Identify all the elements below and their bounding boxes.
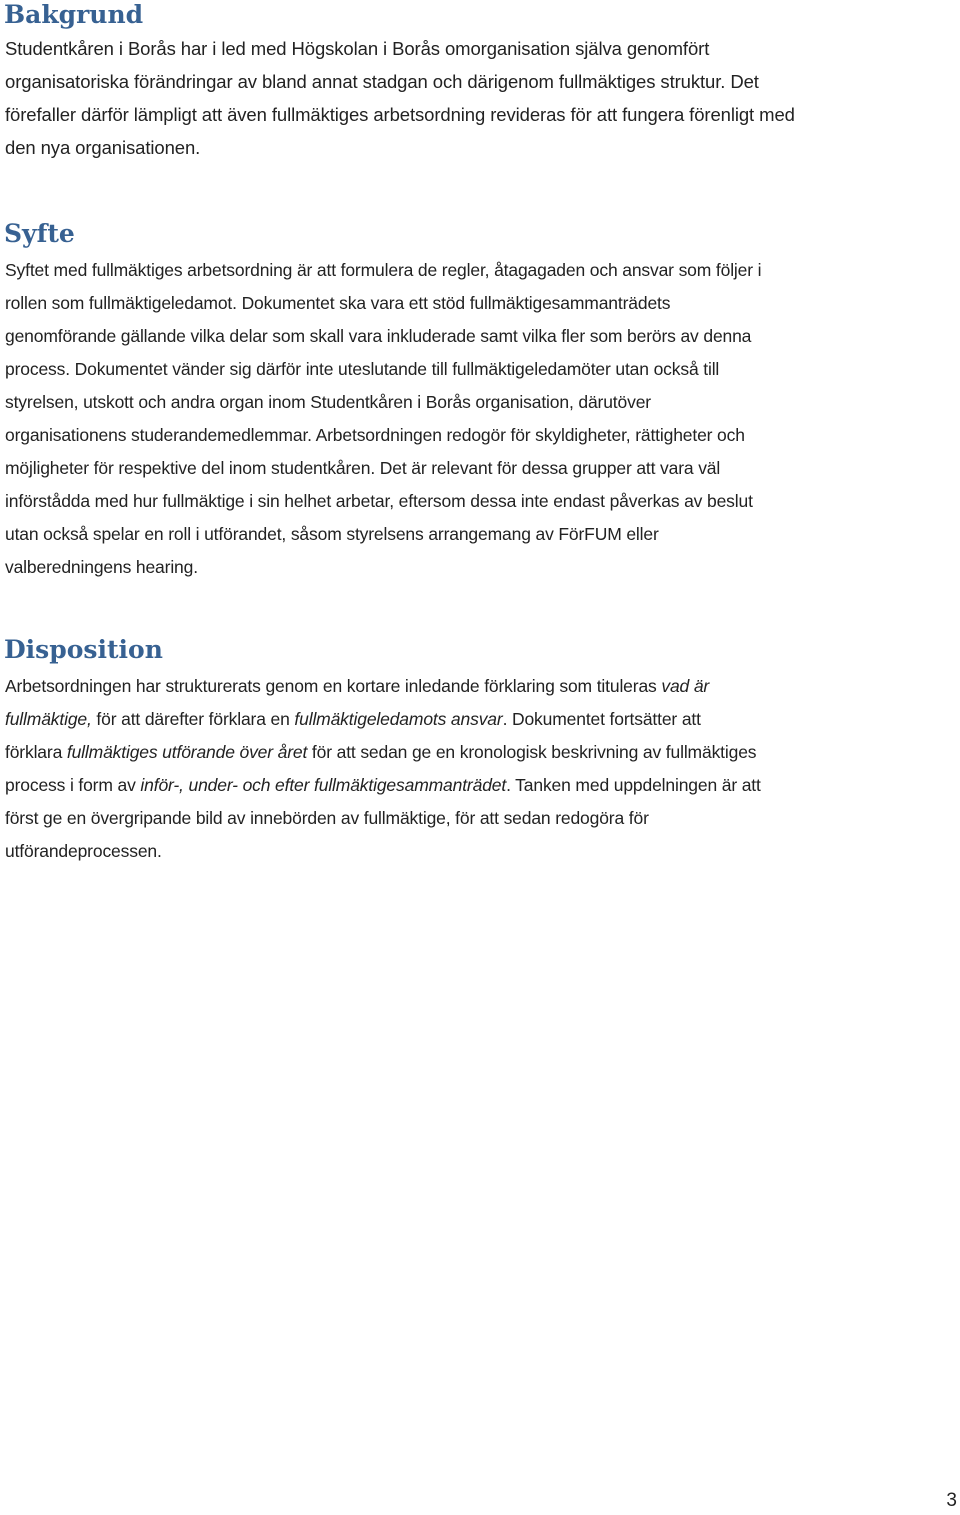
disposition-line-2-italic-a: fullmäktige, — [5, 709, 92, 729]
syfte-line-10: valberedningens hearing. — [5, 557, 198, 577]
disposition-line-2 — [5, 703, 761, 736]
heading-bakgrund: Bakgrund — [4, 0, 144, 29]
disposition-line-1-text: Arbetsordningen har strukturerats genom en kortare inledande förklaring som tituleras — [5, 676, 662, 696]
paragraph-disposition — [5, 670, 761, 868]
page-number: 3 — [946, 1490, 957, 1511]
paragraph-syfte — [5, 254, 761, 584]
paragraph-bakgrund — [5, 32, 795, 164]
disposition-line-4 — [5, 769, 761, 802]
syfte-line-2: rollen som fullmäktigeledamot. Dokumentet ska vara ett stöd fullmäktigesammanträdets — [5, 293, 671, 313]
bakgrund-line-3: förefaller därför lämpligt att även fullmäktiges arbetsordning revideras för att fungera förenligt med — [5, 104, 795, 125]
disposition-line-3 — [5, 736, 761, 769]
disposition-line-2-text-a: för att därefter förklara en — [91, 709, 295, 729]
disposition-line-3-text-a: förklara — [5, 742, 67, 762]
heading-syfte: Syfte — [4, 219, 75, 248]
disposition-line-4-italic: inför-, under- och efter fullmäktigesammanträdet — [140, 775, 507, 795]
syfte-line-7: möjligheter för respektive del inom studentkåren. Det är relevant för dessa grupper att vara väl — [5, 458, 721, 478]
syfte-line-6: organisationens studerandemedlemmar. Arbetsordningen redogör för skyldigheter, rättigheter och — [5, 425, 745, 445]
bakgrund-line-4: den nya organisationen. — [5, 137, 201, 158]
disposition-line-4-text-a: process i form av — [5, 775, 141, 795]
disposition-line-1 — [5, 670, 761, 703]
bakgrund-line-2: organisatoriska förändringar av bland annat stadgan och därigenom fullmäktiges struktur. Det — [5, 71, 759, 92]
syfte-line-5: styrelsen, utskott och andra organ inom Studentkåren i Borås organisation, därutöver — [5, 392, 651, 412]
disposition-line-3-italic: fullmäktiges utförande över året — [66, 742, 308, 762]
bakgrund-line-1: Studentkåren i Borås har i led med Högskolan i Borås omorganisation själva genomfört — [5, 38, 710, 59]
syfte-line-9: utan också spelar en roll i utförandet, såsom styrelsens arrangemang av FörFUM eller — [5, 524, 659, 544]
disposition-line-1-italic: vad är — [661, 676, 710, 696]
syfte-line-8: införstådda med hur fullmäktige i sin helhet arbetar, eftersom dessa inte endast påverkas av beslut — [5, 491, 753, 511]
heading-disposition: Disposition — [4, 635, 163, 664]
disposition-line-5: först ge en övergripande bild av innebörden av fullmäktige, för att sedan redogöra för — [5, 808, 649, 828]
syfte-line-3: genomförande gällande vilka delar som skall vara inkluderade samt vilka fler som berörs av denna — [5, 326, 752, 346]
disposition-line-3-text-b: för att sedan ge en kronologisk beskrivning av fullmäktiges — [307, 742, 757, 762]
disposition-line-2-text-b: . Dokumentet fortsätter att — [502, 709, 701, 729]
syfte-line-1: Syftet med fullmäktiges arbetsordning är att formulera de regler, åtagagaden och ansvar som följer i — [5, 260, 762, 280]
syfte-line-4: process. Dokumentet vänder sig därför inte uteslutande till fullmäktigeledamöter utan också till — [5, 359, 720, 379]
disposition-line-2-italic-b: fullmäktigeledamots ansvar — [294, 709, 503, 729]
disposition-line-4-text-b: . Tanken med uppdelningen är att — [506, 775, 761, 795]
disposition-line-6: utförandeprocessen. — [5, 841, 162, 861]
